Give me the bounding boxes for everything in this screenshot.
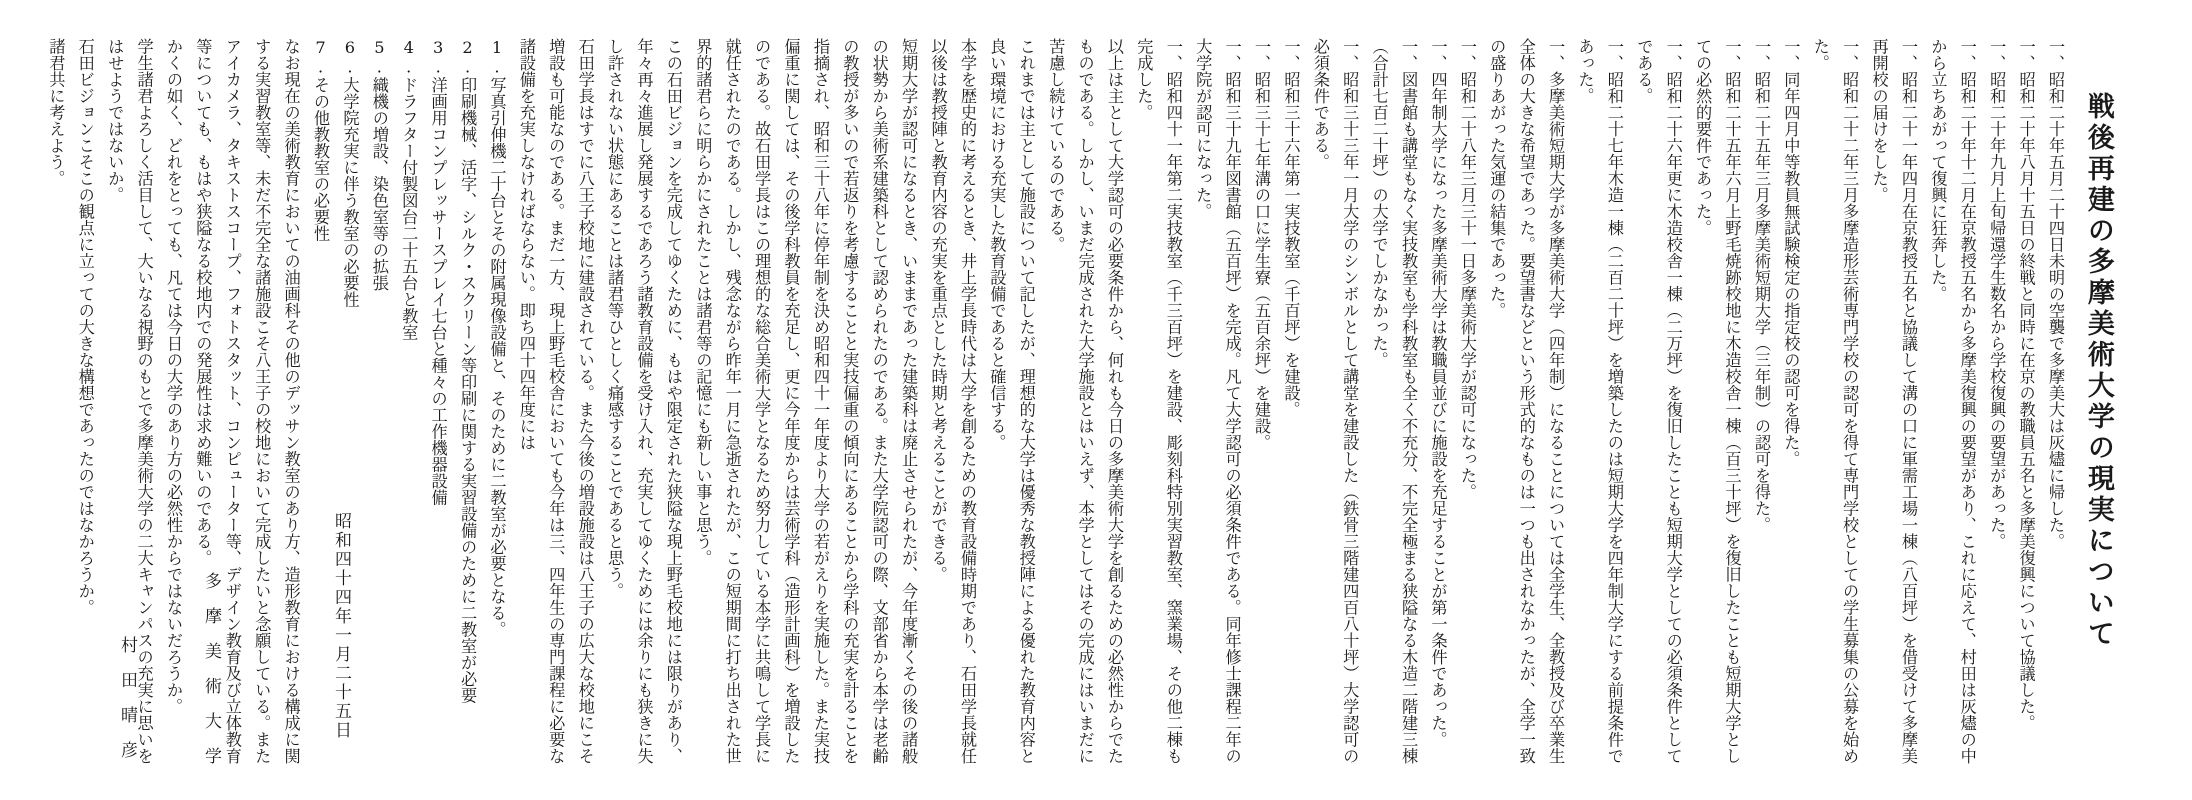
institution-name: 多摩美術大学 bbox=[201, 572, 221, 782]
author-name: 村田晴彦 bbox=[117, 636, 137, 776]
document-title: 戦後再建の多摩美術大学の現実について bbox=[2082, 92, 2114, 650]
signature-block bbox=[70, 512, 398, 782]
document-body: 一、昭和二十年五月二十四日未明の空襲で多摩美大は灰燼に帰した。 一、昭和二十年八月十五日の終戦と同時に在京の教職員五名と多摩美復興について協議した。 一、昭和二十年九月上旬帰還学生数名から学校復興の要望があった。 一、昭和二十年十二月在京教授五名から多摩美復興の要望があり、これに応えて、村田は灰燼の中から立ちあがって復興に狂奔した。 一、昭和二十一年四月在京教授五名と協議して溝の口に軍需工場一棟（八百坪）を借受けて多摩美再開校の届けをした。 一、昭和二十二年三月多摩造形芸術専門学校の認可を得て専門学校としての学生募集の公募を始めた。 一、同年四月中等教員無試験検定の指定校の認可を得た。 一、昭和二十五年三月多摩美術短期大学（三年制）の認可を得た。 一、昭和二十五年六月上野毛焼跡校地に木造校舎一棟（百三十坪）を復旧したことも短期大学としての必然的要件であった。 一、昭和二十六年更に木造校舎一棟（二万坪）を復旧したことも短期大学としての必須条件としてである。 一、昭和二十七年木造一棟（二百二十坪）を増築したのは短期大学を四年制大学にする前提条件であった。 一、多摩美術短期大学が多摩美術大学（四年制）になることについては全学生、全教授及び卒業生全体の大きな希望であった。要望書などという形式的なものは一つも出されなかったが、全学一致の盛りあがった気運の結集であった。 一、昭和二十八年三月三十一日多摩美術大学が認可になった。 一、四年制大学になった多摩美術大学は教職員並びに施設を充足することが第一条件であった。 一、図書館も講堂もなく実技教室も学科教室も全く不充分、不完全極まる狭隘なる木造二階建三棟（合計七百二十坪）の大学でしかなかった。 一、昭和三十三年一月大学のシンボルとして講堂を建設した（鉄骨三階建四百八十坪）大学認可の必須条件である。 一、昭和三十六年第一実技教室（千百坪）を建設。 一、昭和三十七年溝の口に学生寮（五百余坪）を建設。 一、昭和三十九年図書館（五百坪）を完成。凡て大学認可の必須条件である。同年修士課程二年の大学院が認可になった。 一、昭和四十一年第二実技教室（千三百坪）を建設、彫刻科特別実習教室、窯業場、その他二棟も完成した。 以上は主として大学認可の必要条件から、何れも今日の多摩美術大学を創るための必然性からでたものである。しかし、いまだ完成された大学施設とはいえず、本学としてはその完成にはいまだに苦慮し続けているのである。 これまでは主として施設について記したが、理想的な大学は優秀な教授陣による優れた教育内容と良い環境における充実した教育設備であると確信する。 本学を歴史的に考えるとき、井上学長時代は大学を創るための教育設備時期であり、石田学長就任以後は教授陣と教育内容の充実を重点とした時期と考えることができる。 短期大学が認可になるとき、いままであった建築科は廃止させられたが、今年度漸くその後の諸般の状勢から美術系建築科として認められたのである。また大学院認可の際、文部省から本学は老齢の教授が多いので若返りを考慮することと実技偏重の傾向にあることから学科の充実を計ることを指摘され、昭和三十八年に停年制を決め昭和四十一年度より大学の若がえりを実施した。また実技偏重に関しては、その後学科教員を充足し、更に今年度からは芸術学科（造形計画科）を増設したのである。故石田学長はこの理想的な総合美術大学となるため努力している本学に共鳴して学長に就任されたのである。しかし、残念ながら昨年一月に急逝されたが、この短期間に打ち出された世界的諸君らに明らかにされたことは諸君等の記憶にも新しい事と思う。 この石田ビジョンを完成してゆくために、もはや限定された狭隘な現上野毛校地には限りがあり、年々再々進展し発展するであろう諸教育設備を受け入れ、充実してゆくためには余りにも狭きに失し許されない状態にあることは諸君等ひとしく痛感することであると思う。 石田学長はすでに八王子校地に建設されている。また今後の増設施設は八王子の広大な校地にこそ増設も可能なのである。まだ一方、現上野毛校舎においても今年は三、四年生の専門課程に必要な諸設備を充実しなければならない。即ち四十四年度には 1.写真引伸機二十台とその附属現像設備と、そのために二教室が必要となる。 2.印刷機械、活字、シルク・スクリーン等印刷に関する実習設備のために二教室が必要 3.洋画用コンプレッサースプレイ七台と種々の工作機器設備 4.ドラフター付製図台二十五台と教室 5.織機の増設、染色室等の拡張 6.大学院充実に伴う教室の必要性 7.その他教教室の必要性 なお現在の美術教育においての油画科その他のデッサン教室のあり方、造形教育における構成に関する実習教室等、未だ不完全な諸施設こそ八王子の校地において完成したいと念願している。またアイカメラ、タキストスコープ、フォトスタット、コンピューター等、デザイン教育及び立体教育等についても、もはや狭隘なる校地内での発展性は求め難いのである。 かくの如く、どれをとっても、凡ては今日の大学のあり方の必然性からではないだろうか。 学生諸君よろしく活目して、大いなる視野のもとで多摩美術大学の二大キャンパスの充実に思いをはせようではないか。 石田ビジョンこそこの観点に立っての大きな構想であったのではなかろうか。 諸君共に考えよう。 bbox=[46, 38, 2065, 764]
date-line: 昭和四十四年一月二十五日 bbox=[331, 512, 351, 740]
